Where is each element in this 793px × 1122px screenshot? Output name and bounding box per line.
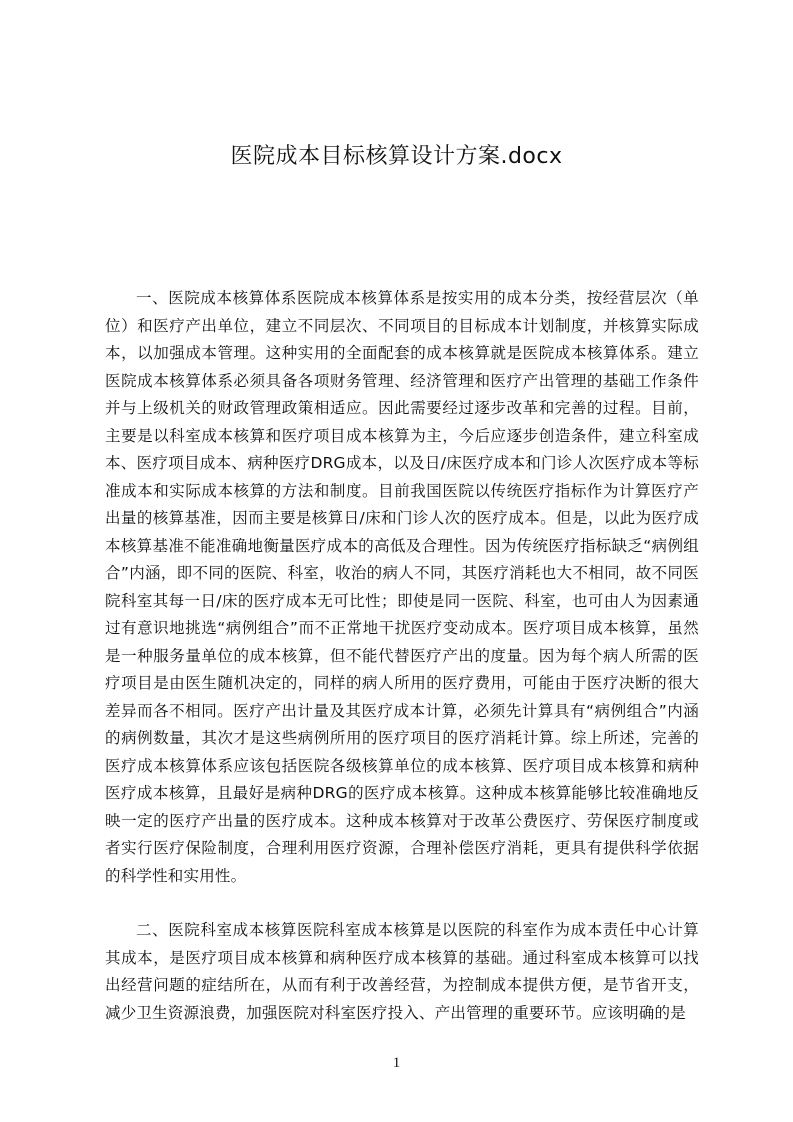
- paragraph-cost-accounting-system: 一、医院成本核算体系医院成本核算体系是按实用的成本分类，按经营层次（单位）和医疗产出单位，建立不同层次、不同项目的目标成本计划制度，并核算实际成本，以加强成本管理。这种实用的全面配套的成本核算就是医院成本核算体系。建立医院成本核算体系必须具备各项财务管理、经济管理和医疗产出管理的基础工作条件并与上级机关的财政管理政策相适应。因此需要经过逐步改革和完善的过程。目前，主要是以科室成本核算和医疗项目成本核算为主，今后应逐步创造条件，建立科室成本、医疗项目成本、病种医疗DRG成本，以及日/床医疗成本和门诊人次医疗成本等标准成本和实际成本核算的方法和制度。目前我国医院以传统医疗指标作为计算医疗产出量的核算基准，因而主要是核算日/床和门诊人次的医疗成本。但是，以此为医疗成本核算基准不能准确地衡量医疗成本的高低及合理性。因为传统医疗指标缺乏“病例组合”内涵，即不同的医院、科室，收治的病人不同，其医疗消耗也大不相同，故不同医院科室其每一日/床的医疗成本无可比性；即使是同一医院、科室，也可由人为因素通过有意识地挑选“病例组合”而不正常地干扰医疗变动成本。医疗项目成本核算，虽然是一种服务量单位的成本核算，但不能代替医疗产出的度量。因为每个病人所需的医疗项目是由医生随机决定的，同样的病人所用的医疗费用，可能由于医疗决断的很大差异而各不相同。医疗产出计量及其医疗成本计算，必须先计算具有“病例组合”内涵的病例数量，其次才是这些病例所用的医疗项目的医疗消耗计算。综上所述，完善的医疗成本核算体系应该包括医院各级核算单位的成本核算、医疗项目成本核算和病种医疗成本核算，且最好是病种DRG的医疗成本核算。这种成本核算能够比较准确地反映一定的医疗产出量的医疗成本。这种成本核算对于改革公费医疗、劳保医疗制度或者实行医疗保险制度，合理利用医疗资源，合理补偿医疗消耗，更具有提供科学依据的科学性和实用性。: [105, 289, 699, 885]
- page-number: 1: [392, 1055, 401, 1071]
- document-body: [105, 285, 699, 1027]
- page-title: 医院成本目标核算设计方案.docx: [230, 144, 563, 169]
- paragraph-department-cost-accounting: 二、医院科室成本核算医院科室成本核算是以医院的科室作为成本责任中心计算其成本，是医疗项目成本核算和病种医疗成本核算的基础。通过科室成本核算可以找出经营问题的症结所在，从而有利于改善经营，为控制成本提供方便，是节省开支，减少卫生资源浪费，加强医院对科室医疗投入、产出管理的重要环节。应该明确的是: [105, 921, 699, 1022]
